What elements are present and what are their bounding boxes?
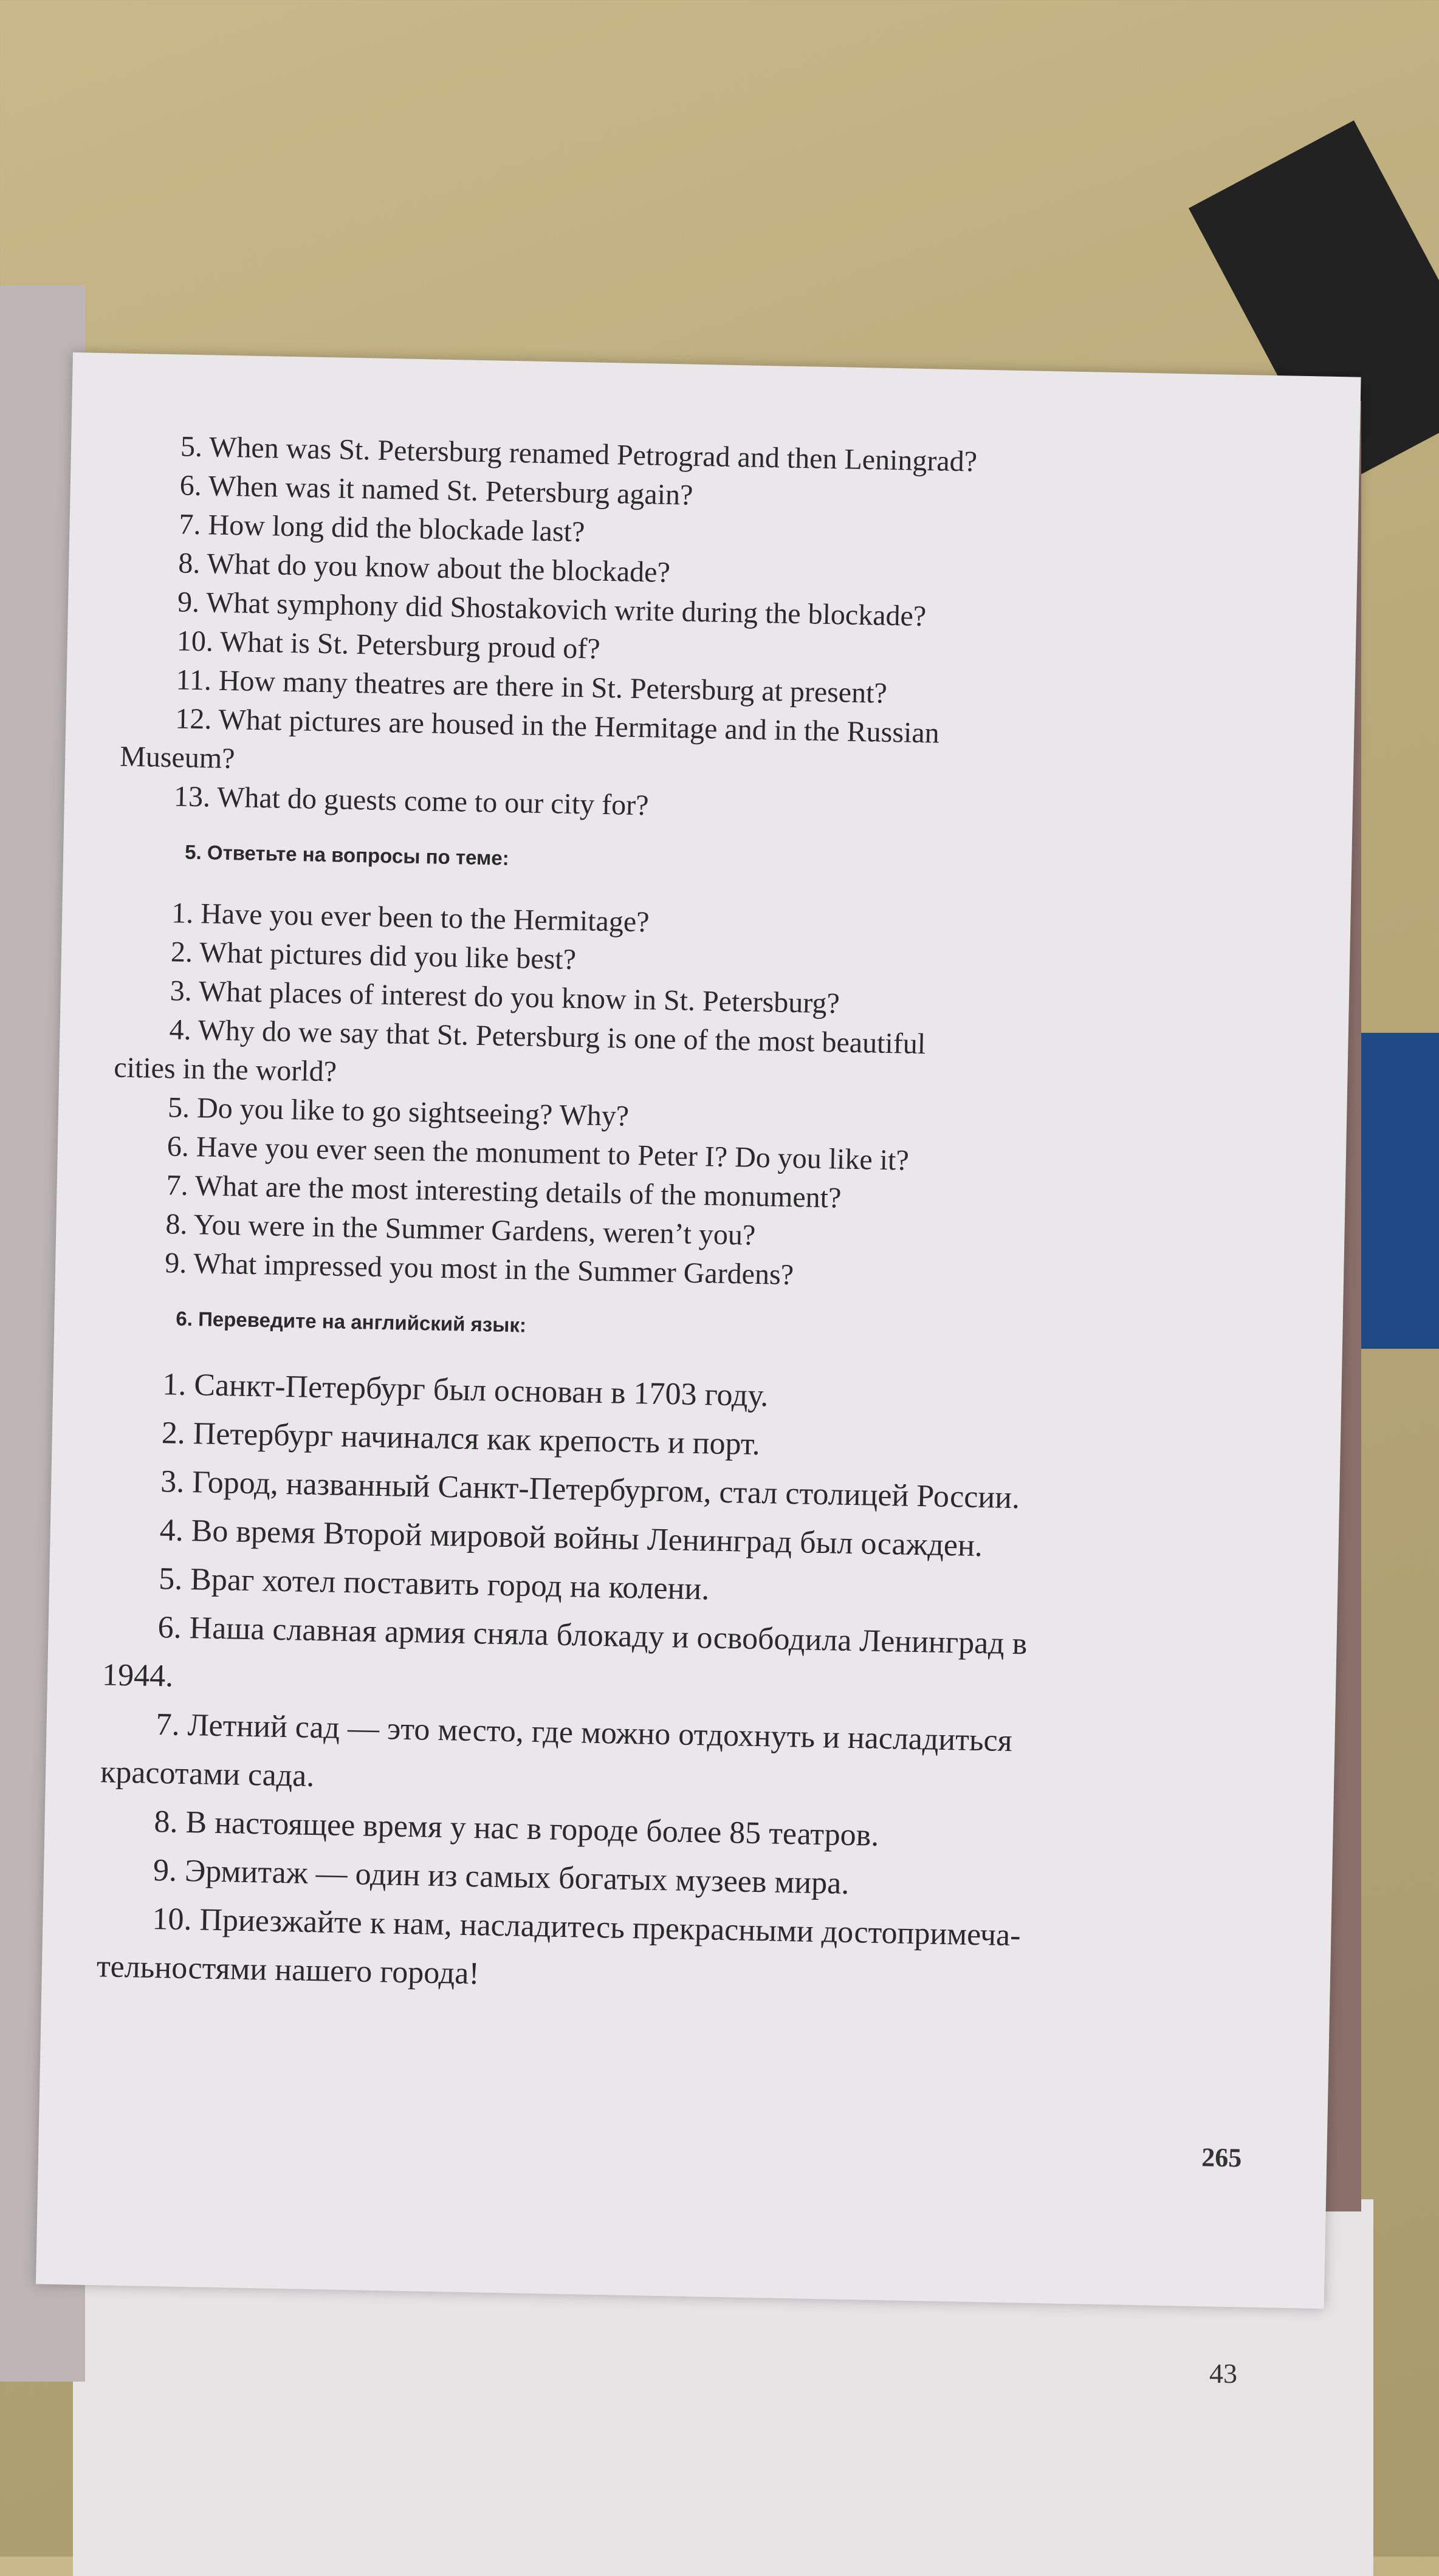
exercise-6-heading: 6. Переведите на английский язык:	[176, 1307, 527, 1337]
item-text: Санкт-Петербург был основан в 1703 году.	[193, 1368, 769, 1414]
item-continuation: красотами сада.	[100, 1755, 315, 1794]
item-text: How many theatres are there in St. Petersburg at present?	[218, 664, 888, 710]
item-number: 4.	[159, 1513, 184, 1548]
item-number: 7.	[179, 508, 202, 541]
item-continuation: cities in the world?	[113, 1051, 337, 1088]
item-text: What is St. Petersburg proud of?	[219, 625, 601, 665]
item-continuation: Museum?	[119, 740, 236, 775]
item-text: Во время Второй мировой войны Ленинград был осажден.	[191, 1513, 983, 1564]
item-number: 8.	[154, 1804, 179, 1840]
item-text: What places of interest do you know in St. Petersburg?	[198, 975, 840, 1020]
item-number: 9.	[164, 1247, 187, 1279]
item-number: 9.	[177, 586, 200, 619]
item-text: Петербург начинался как крепость и порт.	[193, 1416, 761, 1462]
item-text: Враг хотел поставить город на колени.	[190, 1562, 710, 1607]
page-number: 265	[1201, 2142, 1242, 2173]
questions-list-4	[118, 426, 1286, 838]
lower-page-number: 43	[1209, 2358, 1237, 2389]
item-number: 5.	[158, 1561, 183, 1597]
item-number: 6.	[167, 1130, 190, 1163]
item-text: Do you like to go sightseeing? Why?	[196, 1092, 630, 1132]
item-text: Have you ever been to the Hermitage?	[200, 897, 650, 939]
item-text: Приезжайте к нам, насладитесь прекрасными достопримеча-	[199, 1902, 1022, 1953]
item-number: 7.	[156, 1707, 180, 1742]
item-number: 13.	[173, 780, 211, 814]
questions-list-5	[110, 893, 1278, 1304]
item-number: 1.	[162, 1367, 187, 1402]
item-text: How long did the blockade last?	[208, 509, 585, 549]
item-number: 7.	[166, 1169, 189, 1202]
book-page	[36, 352, 1361, 2309]
item-number: 10.	[176, 625, 214, 658]
item-number: 10.	[151, 1901, 193, 1937]
item-text: When was it named St. Petersburg again?	[208, 470, 693, 512]
item-number: 2.	[170, 936, 193, 968]
item-number: 5.	[167, 1091, 190, 1124]
item-number: 3.	[170, 975, 193, 1007]
item-text: What pictures are housed in the Hermitage and in the Russian	[218, 703, 940, 750]
item-number: 6.	[157, 1610, 182, 1645]
item-text: What impressed you most in the Summer Gardens?	[193, 1247, 794, 1292]
item-number: 8.	[165, 1208, 188, 1241]
item-text: Наша славная армия сняла блокаду и освободила Ленинград в	[189, 1611, 1028, 1662]
item-number: 2.	[161, 1416, 186, 1451]
item-text: Why do we say that St. Petersburg is one of the most beautiful	[197, 1014, 926, 1061]
page-content	[96, 426, 1286, 2013]
exercise-5-heading: 5. Ответьте на вопросы по теме:	[184, 840, 510, 869]
item-text: What pictures did you like best?	[199, 936, 577, 976]
item-number: 4.	[169, 1013, 192, 1046]
item-continuation: тельностями нашего города!	[96, 1949, 480, 1992]
item-text: Город, названный Санкт-Петербургом, стал столицей России.	[191, 1465, 1020, 1516]
item-continuation: 1944.	[101, 1657, 174, 1694]
item-text: You were in the Summer Gardens, weren’t you?	[193, 1208, 756, 1252]
item-number: 8.	[177, 547, 201, 580]
item-number: 5.	[180, 430, 203, 464]
item-number: 12.	[174, 702, 212, 736]
item-text: В настоящее время у нас в городе более 85 театров.	[185, 1805, 879, 1853]
translation-list-6	[96, 1359, 1269, 2013]
item-text: What do guests come to our city for?	[216, 781, 649, 822]
item-number: 3.	[160, 1464, 185, 1499]
item-text: What symphony did Shostakovich write during the blockade?	[205, 586, 927, 633]
item-text: When was St. Petersburg renamed Petrograd and then Leningrad?	[208, 431, 978, 478]
item-text: Эрмитаж — один из самых богатых музеев мира.	[184, 1853, 850, 1901]
item-number: 9.	[153, 1853, 177, 1888]
item-text: Have you ever seen the monument to Peter I? Do you like it?	[196, 1131, 910, 1177]
item-text: Летний сад — это место, где можно отдохнуть и насладиться	[187, 1708, 1013, 1759]
item-text: What are the most interesting details of the monument?	[194, 1170, 842, 1214]
item-number: 6.	[179, 469, 202, 502]
item-number: 1.	[171, 897, 194, 930]
item-text: What do you know about the blockade?	[206, 547, 671, 589]
item-number: 11.	[176, 663, 212, 697]
